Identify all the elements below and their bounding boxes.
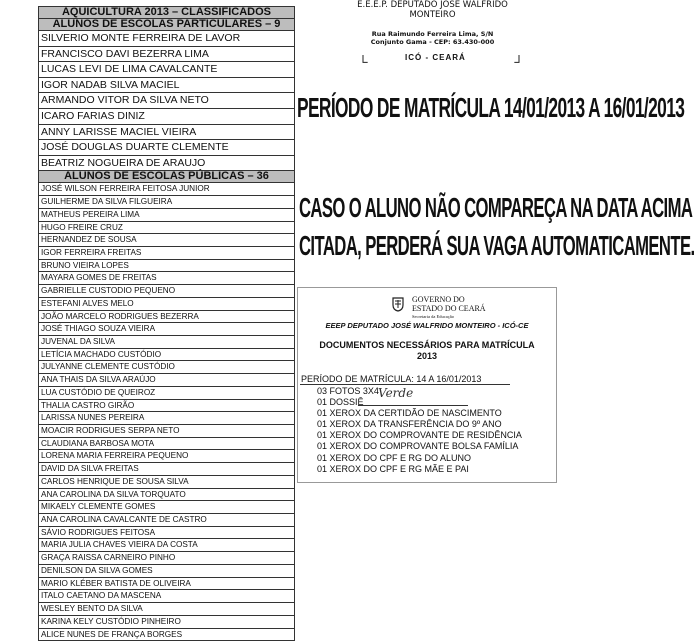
- table-row: JOSÉ THIAGO SOUZA VIEIRA: [39, 323, 294, 336]
- doc-period: PERÍODO DE MATRÍCULA: 14 A 16/01/2013: [301, 374, 482, 384]
- warning-notice-line1: CASO O ALUNO NÃO COMPAREÇA NA DATA ACIMA: [299, 192, 693, 223]
- table-row: GUILHERME DA SILVA FILGUEIRA: [39, 196, 294, 209]
- doc-school-name: EEEP DEPUTADO JOSÉ WALFRIDO MONTEIRO - ICÓ-CE: [325, 321, 529, 330]
- document-item: 01 XEROX DO CPF E RG MÃE E PAI: [317, 463, 469, 474]
- state-crest-icon: [390, 296, 406, 312]
- table-row: GABRIELLE CUSTODIO PEQUENO: [39, 285, 294, 298]
- documents-list: [317, 386, 522, 475]
- table-row: LARISSA NUNES PEREIRA: [39, 412, 294, 425]
- particulares-list: [39, 31, 294, 171]
- table-row: JOSÉ WILSON FERREIRA FEITOSA JUNIOR: [39, 183, 294, 196]
- table-row: THALIA CASTRO GIRÃO: [39, 400, 294, 413]
- school-address-line1: Rua Raimundo Ferreira Lima, S/N: [371, 30, 494, 38]
- table-row: ITALO CAETANO DA MASCENA: [39, 590, 294, 603]
- school-address: [345, 30, 520, 46]
- table-row: MATHEUS PEREIRA LIMA: [39, 209, 294, 222]
- table-row: HERNANDEZ DE SOUSA: [39, 234, 294, 247]
- document-item: 01 XEROX DO COMPROVANTE BOLSA FAMÍLIA: [317, 441, 519, 452]
- table-row: MARIO KLÉBER BATISTA DE OLIVEIRA: [39, 578, 294, 591]
- table-row: JULYANNE CLEMENTE CUSTÓDIO: [39, 361, 294, 374]
- city-label: ICÓ - CEARÁ: [405, 53, 466, 62]
- handwritten-underline: [358, 405, 468, 406]
- table-row: SILVERIO MONTE FERREIRA DE LAVOR: [39, 31, 294, 47]
- handwritten-note: Verde: [378, 386, 414, 400]
- school-name-line2: MONTEIRO: [409, 10, 456, 20]
- table-row: CLAUDIANA BARBOSA MOTA: [39, 438, 294, 451]
- table-row: BEATRIZ NOGUEIRA DE ARAUJO: [39, 156, 294, 172]
- table-row: GRAÇA RAISSA CARNEIRO PINHO: [39, 552, 294, 565]
- table-row: DAVID DA SILVA FREITAS: [39, 463, 294, 476]
- table-row: LETÍCIA MACHADO CUSTÓDIO: [39, 349, 294, 362]
- document-item: 01 XEROX DO COMPROVANTE DE RESIDÊNCIA: [317, 430, 522, 441]
- table-row: ANA CAROLINA CAVALCANTE DE CASTRO: [39, 514, 294, 527]
- table-row: MIKAELY CLEMENTE GOMES: [39, 501, 294, 514]
- corner-mark-right: [513, 55, 521, 63]
- table-row: JUVENAL DA SILVA: [39, 336, 294, 349]
- divider: [300, 384, 510, 385]
- table-row: JOSÉ DOUGLAS DUARTE CLEMENTE: [39, 140, 294, 156]
- publicas-list: [39, 183, 294, 641]
- government-text: [412, 296, 486, 322]
- doc-title-line2: 2013: [416, 351, 438, 361]
- table-row: ANA THAIS DA SILVA ARAÚJO: [39, 374, 294, 387]
- table-row: LUA CUSTÓDIO DE QUEIROZ: [39, 387, 294, 400]
- gov-line1: GOVERNO DO: [412, 295, 465, 304]
- table-row: ALICE NUNES DE FRANÇA BORGES: [39, 629, 294, 642]
- school-address-line2: Conjunto Gama - CEP: 63.430-000: [370, 38, 495, 46]
- table-row: MOACIR RODRIGUES SERPA NETO: [39, 425, 294, 438]
- document-item: 03 FOTOS 3X4: [317, 386, 379, 396]
- school-name-line1: E.E.E.P. DEPUTADO JOSÉ WALFRIDO: [357, 0, 508, 10]
- doc-title: [298, 340, 556, 362]
- corner-mark-left: [361, 55, 369, 63]
- table-row: LORENA MARIA FERREIRA PEQUENO: [39, 450, 294, 463]
- document-item: 01 XEROX DO CPF E RG DO ALUNO: [317, 452, 472, 463]
- particulares-header: ALUNOS DE ESCOLAS PARTICULARES – 9: [39, 19, 294, 31]
- table-row: IGOR FERREIRA FREITAS: [39, 247, 294, 260]
- table-row: HUGO FREIRE CRUZ: [39, 222, 294, 235]
- document-item: 01 XEROX DA CERTIDÃO DE NASCIMENTO: [317, 408, 502, 419]
- table-row: BRUNO VIEIRA LOPES: [39, 260, 294, 273]
- table-row: MARIA JULIA CHAVES VIEIRA DA COSTA: [39, 539, 294, 552]
- table-row: ICARO FARIAS DINIZ: [39, 109, 294, 125]
- table-row: WESLEY BENTO DA SILVA: [39, 603, 294, 616]
- document-item: 01 DOSSIÊ: [317, 397, 364, 408]
- document-item: 01 XEROX DA TRANSFERÊNCIA DO 9º ANO: [317, 419, 502, 430]
- table-row: DENILSON DA SILVA GOMES: [39, 565, 294, 578]
- table-row: IGOR NADAB SILVA MACIEL: [39, 78, 294, 94]
- doc-title-line1: DOCUMENTOS NECESSÁRIOS PARA MATRÍCULA: [319, 340, 535, 350]
- school-header: [345, 0, 520, 46]
- table-row: ARMANDO VITOR DA SILVA NETO: [39, 93, 294, 109]
- publicas-header: ALUNOS DE ESCOLAS PÚBLICAS – 36: [39, 171, 294, 183]
- table-row: JOÃO MARCELO RODRIGUES BEZERRA: [39, 311, 294, 324]
- table-row: ESTEFANI ALVES MELO: [39, 298, 294, 311]
- gov-line2: ESTADO DO CEARÁ: [412, 303, 486, 313]
- table-row: ANA CAROLINA DA SILVA TORQUATO: [39, 489, 294, 502]
- table-title: AQUICULTURA 2013 – CLASSIFICADOS: [39, 7, 294, 19]
- enrollment-period-notice: PERÍODO DE MATRÍCULA 14/01/2013 A 16/01/2013: [297, 92, 685, 123]
- classified-table: [38, 6, 295, 641]
- documents-box: [297, 287, 557, 483]
- table-row: SÁVIO RODRIGUES FEITOSA: [39, 527, 294, 540]
- table-row: LUCAS LEVI DE LIMA CAVALCANTE: [39, 62, 294, 78]
- gov-line3: Secretaria da Educação: [412, 314, 454, 319]
- table-row: MAYARA GOMES DE FREITAS: [39, 272, 294, 285]
- table-row: ANNY LARISSE MACIEL VIEIRA: [39, 125, 294, 141]
- warning-notice-line2: CITADA, PERDERÁ SUA VAGA AUTOMATICAMENTE.: [299, 230, 695, 261]
- table-row: CARLOS HENRIQUE DE SOUSA SILVA: [39, 476, 294, 489]
- table-row: KARINA KELY CUSTÓDIO PINHEIRO: [39, 616, 294, 629]
- table-row: FRANCISCO DAVI BEZERRA LIMA: [39, 47, 294, 63]
